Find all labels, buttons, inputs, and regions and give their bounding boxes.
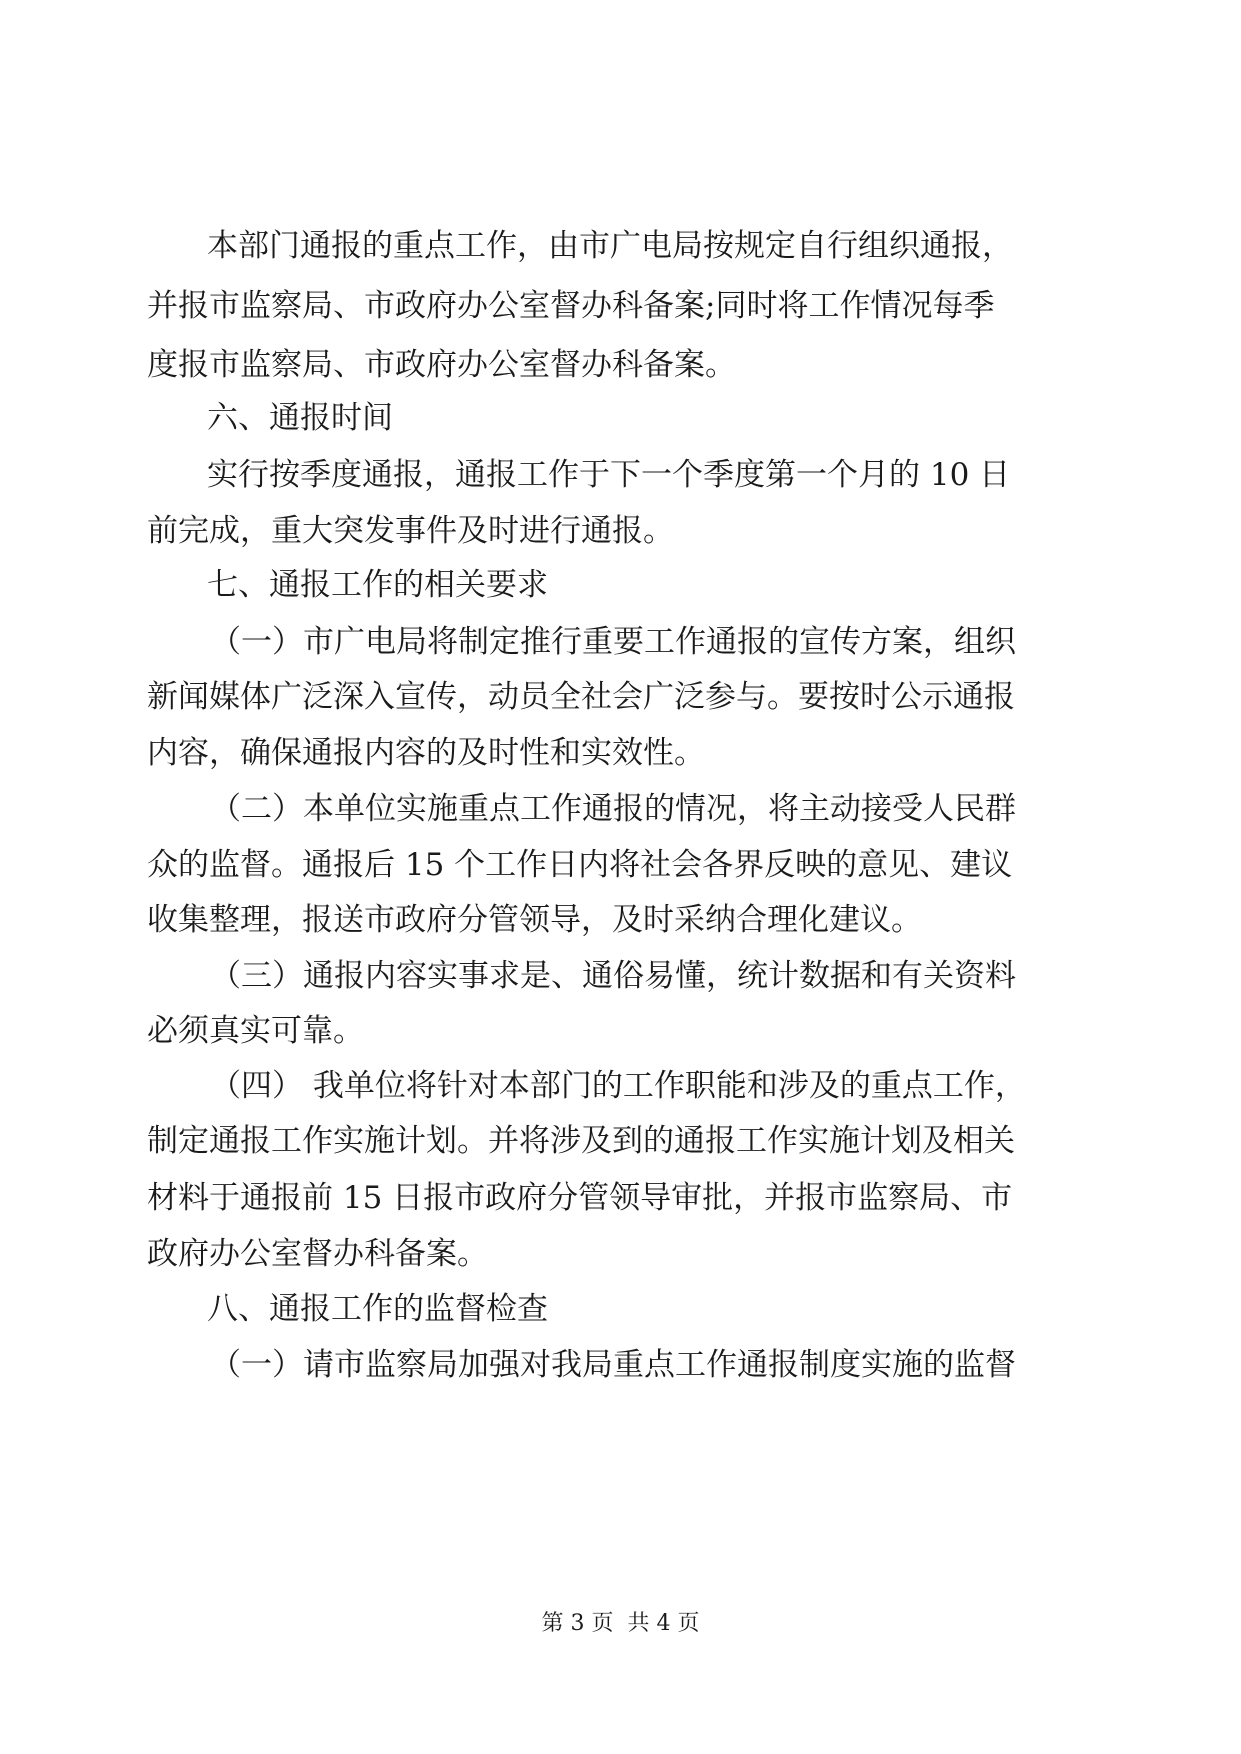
body-text-line: 制定通报工作实施计划。并将涉及到的通报工作实施计划及相关: [147, 1123, 1015, 1159]
body-text-line: （三）通报内容实事求是、通俗易懂，统计数据和有关资料: [210, 958, 1016, 994]
body-text-line: 前完成，重大突发事件及时进行通报。: [147, 513, 674, 549]
body-text-line: 内容，确保通报内容的及时性和实效性。: [147, 735, 705, 771]
body-text-line: 政府办公室督办科备案。: [147, 1236, 488, 1272]
body-text-line: 材料于通报前 15 日报市政府分管领导审批，并报市监察局、市: [147, 1180, 1013, 1216]
body-text-line: 并报市监察局、市政府办公室督办科备案;同时将工作情况每季: [147, 288, 995, 324]
body-text-line: （一）市广电局将制定推行重要工作通报的宣传方案，组织: [210, 624, 1016, 660]
body-text-line: 新闻媒体广泛深入宣传，动员全社会广泛参与。要按时公示通报: [147, 679, 1015, 715]
body-text-line: 众的监督。通报后 15 个工作日内将社会各界反映的意见、建议: [147, 847, 1013, 883]
section-heading: 六、通报时间: [207, 400, 393, 436]
section-heading: 七、通报工作的相关要求: [207, 567, 548, 603]
page-number-footer: 第 3 页 共 4 页: [541, 1611, 700, 1636]
body-text-line: 必须真实可靠。: [147, 1013, 364, 1049]
body-text-line: （一）请市监察局加强对我局重点工作通报制度实施的监督: [210, 1347, 1016, 1383]
body-text-line: 收集整理，报送市政府分管领导，及时采纳合理化建议。: [147, 902, 922, 938]
body-text-line: 度报市监察局、市政府办公室督办科备案。: [147, 347, 736, 383]
body-text-line: （二）本单位实施重点工作通报的情况，将主动接受人民群: [210, 791, 1016, 827]
body-text-line: （四） 我单位将针对本部门的工作职能和涉及的重点工作，: [210, 1068, 1026, 1104]
section-heading: 八、通报工作的监督检查: [207, 1291, 548, 1327]
body-text-line: 本部门通报的重点工作，由市广电局按规定自行组织通报，: [207, 228, 1013, 264]
body-text-line: 实行按季度通报，通报工作于下一个季度第一个月的 10 日: [207, 457, 1011, 493]
